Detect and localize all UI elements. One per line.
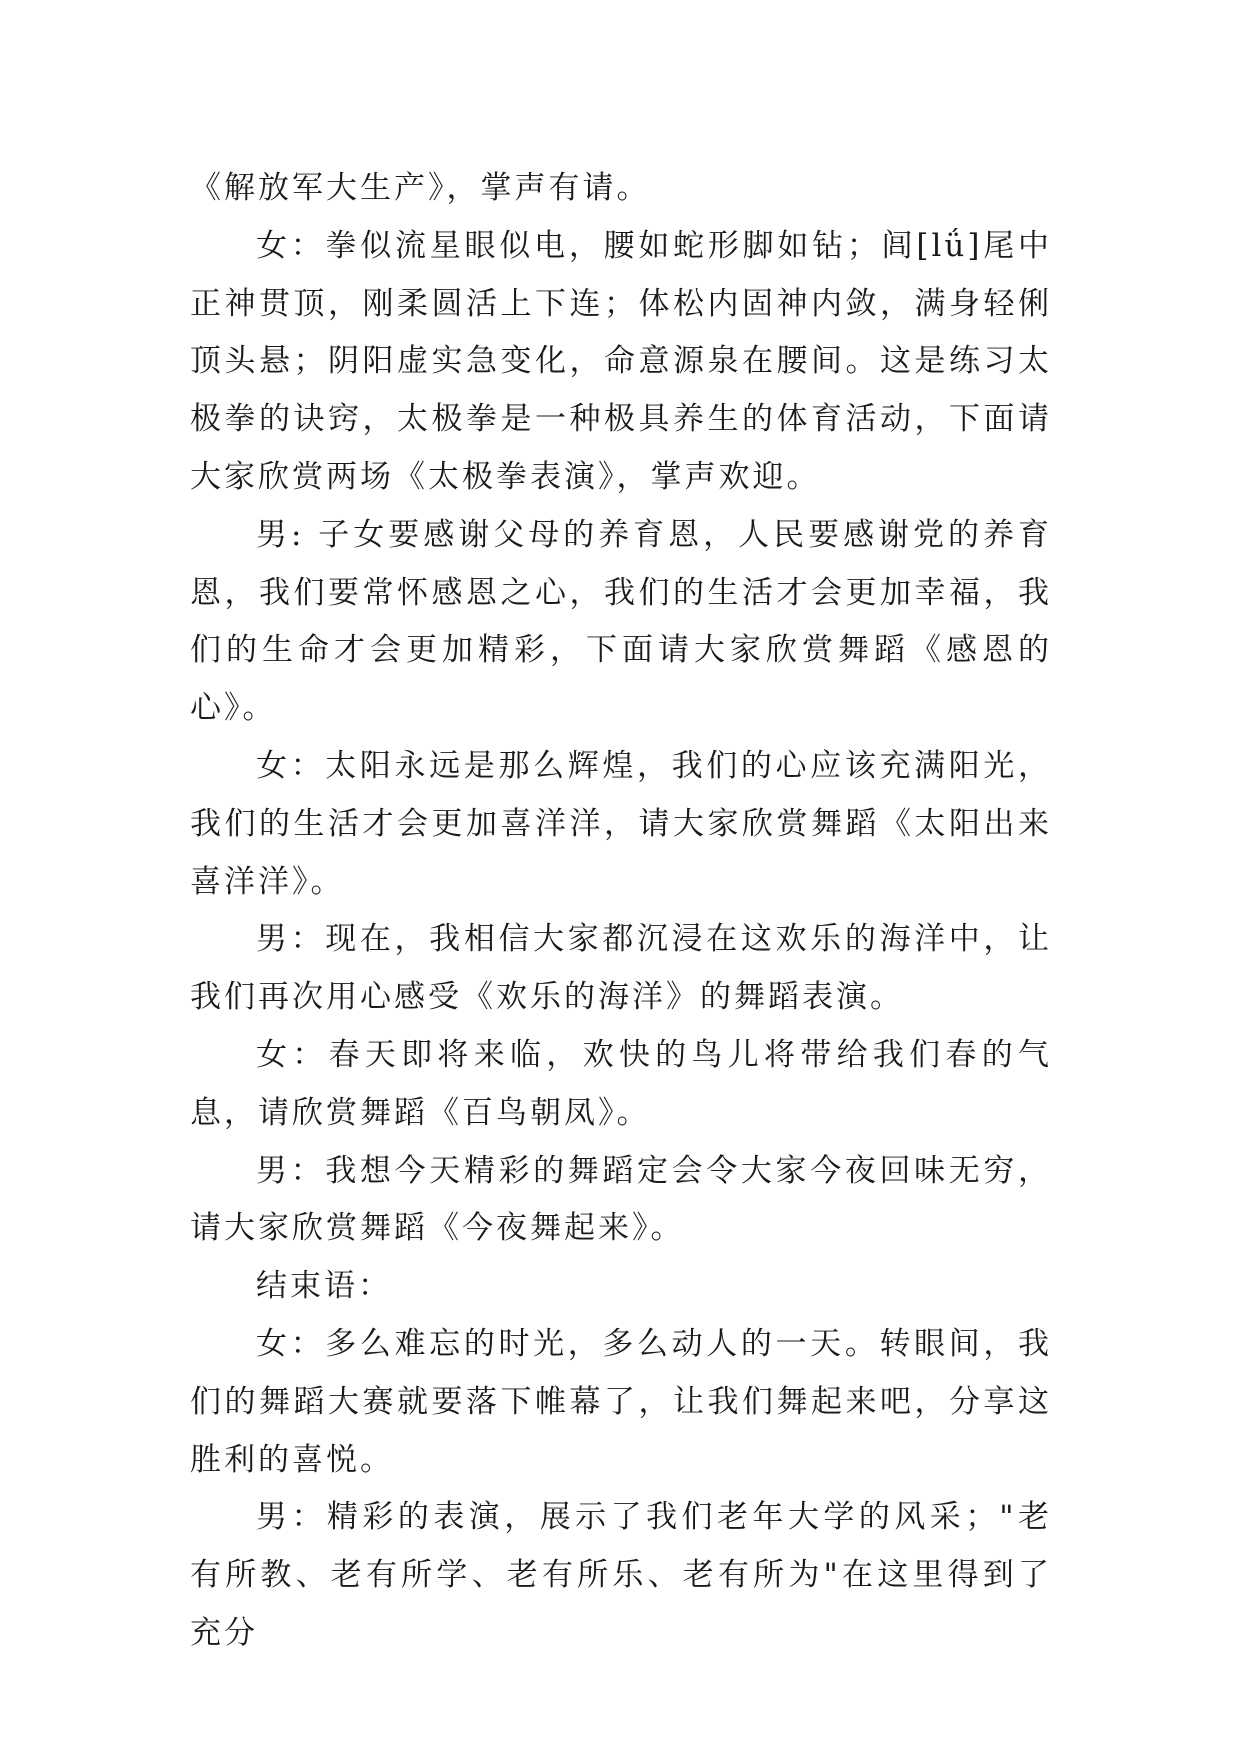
section-heading: 结束语： xyxy=(256,1268,392,1305)
paragraph: 女：春天即将来临，欢快的鸟儿将带给我们春的气息，请欣赏舞蹈《百鸟朝凤》。 xyxy=(190,1036,1052,1131)
paragraph: 男：我想今天精彩的舞蹈定会令大家今夜回味无穷，请大家欣赏舞蹈《今夜舞起来》。 xyxy=(190,1152,1052,1247)
paragraph: 男：精彩的表演，展示了我们老年大学的风采；"老有所教、老有所学、老有所乐、老有所为"在这里得到了充分 xyxy=(190,1499,1052,1651)
paragraph: 女：太阳永远是那么辉煌，我们的心应该充满阳光，我们的生活才会更加喜洋洋，请大家欣赏舞蹈《太阳出来喜洋洋》。 xyxy=(190,747,1052,900)
document-page xyxy=(190,160,1052,1663)
paragraph: 男: 子女要感谢父母的养育恩，人民要感谢党的养育恩，我们要常怀感恩之心，我们的生活才会更加幸福，我们的生命才会更加精彩，下面请大家欣赏舞蹈《感恩的心》。 xyxy=(190,516,1052,727)
paragraph: 男：现在，我相信大家都沉浸在这欢乐的海洋中，让我们再次用心感受《欢乐的海洋》的舞蹈表演。 xyxy=(190,921,1052,1016)
paragraph: 《解放军大生产》，掌声有请。 xyxy=(190,170,651,206)
paragraph: 女：拳似流星眼似电，腰如蛇形脚如钻；闾[lǘ]尾中正神贯顶，刚柔圆活上下连；体松内固神内敛，满身轻俐顶头悬；阴阳虚实急变化，命意源泉在腰间。这是练习太极拳的诀窍，太极拳是一种极具养生的体育活动，下面请大家欣赏两场《太极拳表演》，掌声欢迎。 xyxy=(190,227,1052,495)
paragraph: 女：多么难忘的时光，多么动人的一天。转眼间，我们的舞蹈大赛就要落下帷幕了，让我们舞起来吧，分享这胜利的喜悦。 xyxy=(190,1325,1052,1478)
